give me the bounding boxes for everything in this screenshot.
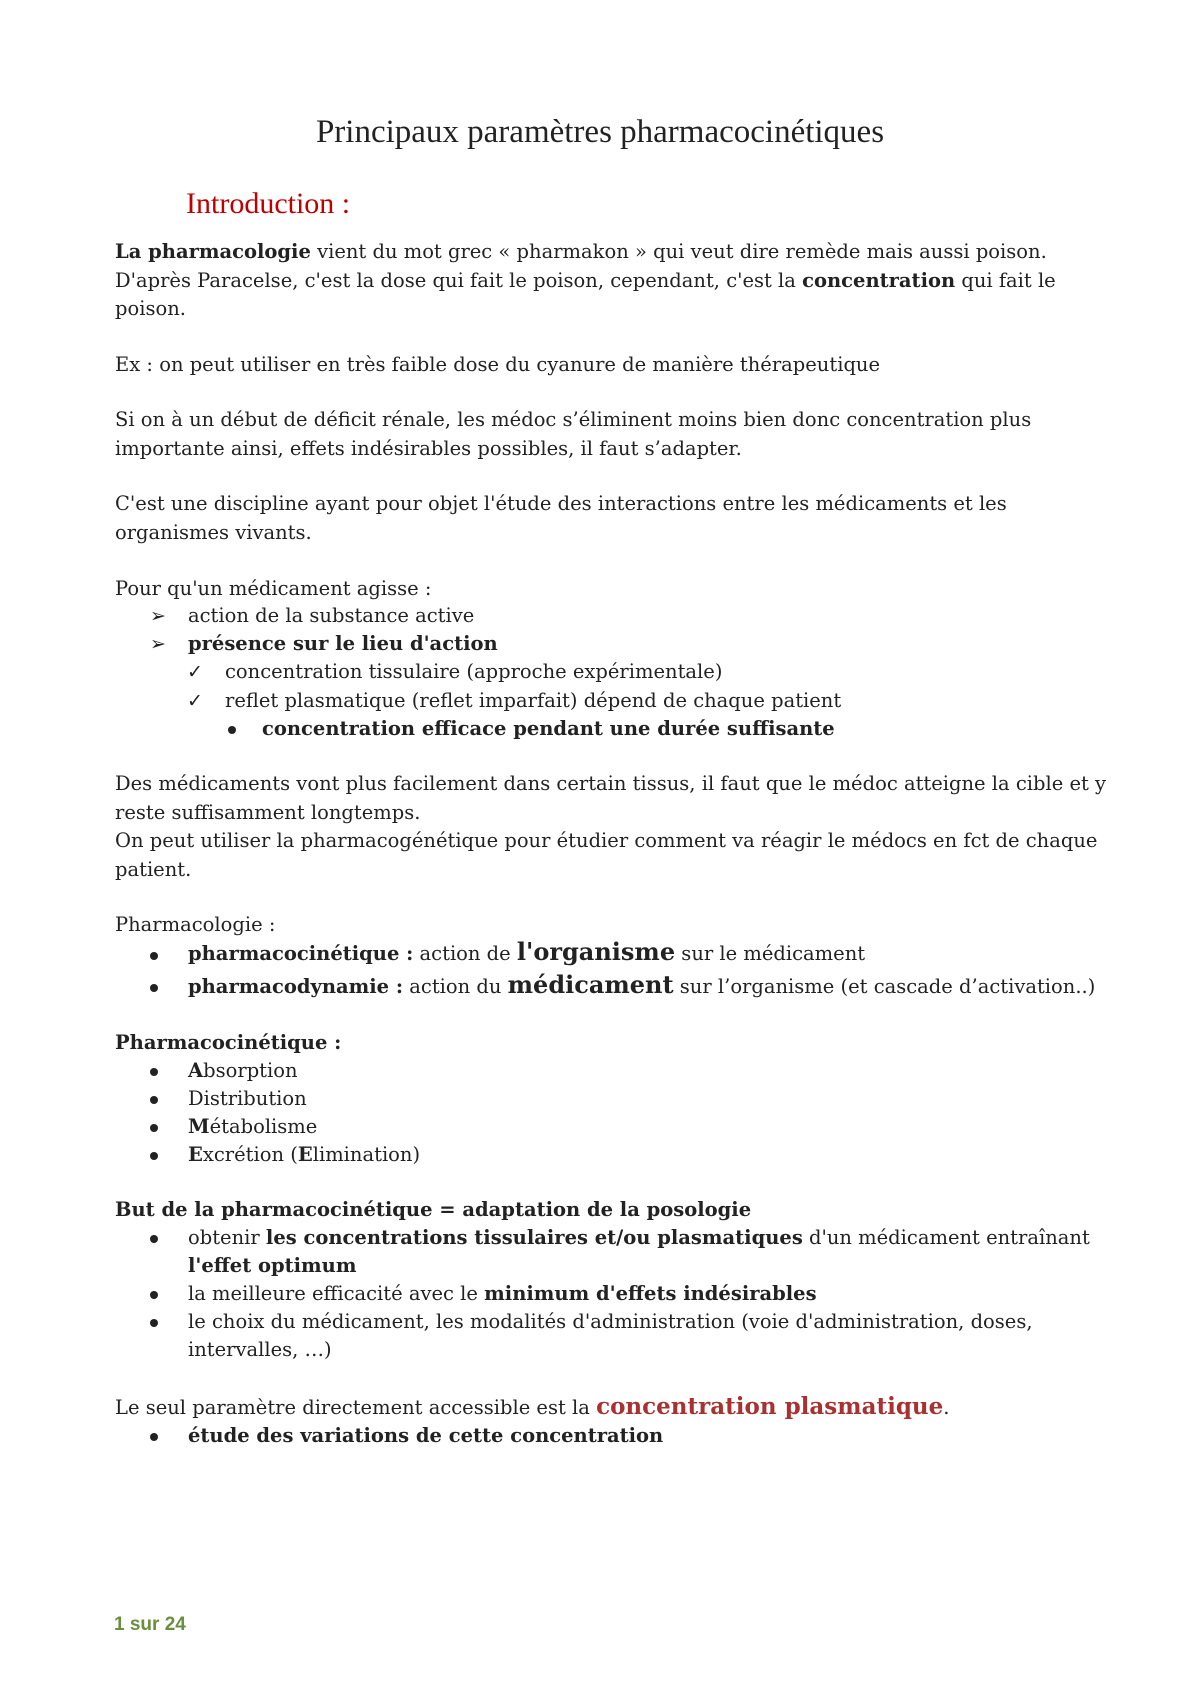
text-span: d'un médicament entraînant: [802, 1226, 1090, 1249]
bullet-icon: [150, 972, 158, 1002]
bullet-icon: [150, 1140, 158, 1170]
text-span: istribution: [203, 1087, 307, 1110]
text-span: Le seul paramètre directement accessible est la: [115, 1396, 597, 1419]
list-item: reflet plasmatique (reflet imparfait) dépend de chaque patient: [225, 689, 842, 712]
list-item: [188, 937, 865, 969]
list-item: concentration tissulaire (approche expérimentale): [225, 660, 723, 683]
paragraph-line: Ex : on peut utiliser en très faible dose du cyanure de manière thérapeutique: [115, 353, 881, 376]
text-span: limination): [312, 1143, 421, 1166]
bold-term: concentration: [802, 269, 956, 292]
paragraph-line: [115, 237, 1047, 267]
arrow-bullet-icon: ➢: [150, 605, 166, 627]
text-span: vient du mot grec « pharmakon » qui veut dire remède mais aussi poison.: [310, 240, 1047, 263]
paragraph-line: Des médicaments vont plus facilement dans certain tissus, il faut que le médoc atteigne la cible et y: [115, 772, 1107, 795]
text-span: bsorption: [203, 1059, 298, 1082]
list-item: [188, 1056, 298, 1086]
text-span: obtenir: [188, 1226, 266, 1249]
page-number: 1 sur 24: [114, 1614, 186, 1635]
paragraph-line: poison.: [115, 297, 186, 320]
section-heading-introduction: Introduction :: [186, 187, 351, 220]
initial-letter: E: [188, 1143, 203, 1166]
emphasis-term: médicament: [507, 970, 674, 999]
bold-term: pharmacodynamie :: [188, 975, 404, 998]
text-span: xcrétion (: [202, 1143, 298, 1166]
paragraph-line: importante ainsi, effets indésirables possibles, il faut s’adapter.: [115, 437, 742, 460]
text-span: la meilleure efficacité avec le: [188, 1282, 485, 1305]
text-span: .: [943, 1396, 950, 1419]
bullet-icon: [150, 1223, 158, 1253]
paragraph-line: But de la pharmacocinétique = adaptation de la posologie: [115, 1198, 752, 1221]
list-item: [188, 1112, 317, 1142]
paragraph-line: reste suffisamment longtemps.: [115, 801, 421, 824]
list-item-continuation: intervalles, …): [188, 1338, 332, 1361]
page-title: Principaux paramètres pharmacocinétiques: [315, 114, 885, 150]
text-span: action de: [413, 942, 517, 965]
list-item: présence sur le lieu d'action: [188, 632, 498, 655]
checkmark-bullet-icon: ✓: [187, 661, 203, 683]
paragraph-line: On peut utiliser la pharmacogénétique pour étudier comment va réagir le médocs en fct de chaque: [115, 829, 1098, 852]
paragraph-line: Si on à un début de déficit rénale, les médoc s’éliminent moins bien donc concentration plus: [115, 408, 1032, 431]
bold-term: La pharmacologie: [115, 240, 311, 263]
paragraph-line: C'est une discipline ayant pour objet l'étude des interactions entre les médicaments et les: [115, 492, 1007, 515]
list-item: [188, 970, 1095, 1002]
bullet-icon: [150, 940, 158, 970]
text-span: qui fait le: [955, 269, 1056, 292]
text-span: D'après Paracelse, c'est la dose qui fait le poison, cependant, c'est la: [115, 269, 803, 292]
initial-letter: A: [188, 1059, 204, 1082]
bullet-icon: [150, 1279, 158, 1309]
bold-term: les concentrations tissulaires et/ou plasmatiques: [265, 1226, 803, 1249]
text-span: sur le médicament: [675, 942, 866, 965]
bullet-icon: [150, 1084, 158, 1114]
initial-letter: M: [188, 1115, 210, 1138]
emphasis-term: l'organisme: [516, 937, 676, 966]
list-item-continuation: l'effet optimum: [188, 1254, 357, 1277]
paragraph-line: patient.: [115, 858, 192, 881]
checkmark-bullet-icon: ✓: [187, 690, 203, 712]
list-item: [188, 1140, 420, 1170]
initial-letter: D: [188, 1087, 204, 1110]
paragraph-line: Pharmacocinétique :: [115, 1031, 342, 1054]
list-item: [188, 1279, 817, 1309]
list-item: action de la substance active: [188, 604, 475, 627]
bullet-icon: [150, 1307, 158, 1337]
list-item: le choix du médicament, les modalités d'administration (voie d'administration, doses,: [188, 1310, 1033, 1333]
paragraph-line: Pour qu'un médicament agisse :: [115, 577, 432, 600]
highlight-term: concentration plasmatique: [596, 1393, 944, 1420]
paragraph-line: organismes vivants.: [115, 521, 312, 544]
arrow-bullet-icon: ➢: [150, 633, 166, 655]
paragraph-line: [115, 266, 1056, 296]
bullet-icon: [228, 714, 236, 744]
bold-term: pharmacocinétique :: [188, 942, 414, 965]
list-item: étude des variations de cette concentration: [188, 1424, 664, 1447]
bold-term: minimum d'effets indésirables: [484, 1282, 817, 1305]
paragraph-line: [115, 1392, 950, 1423]
bullet-icon: [150, 1056, 158, 1086]
text-span: sur l’organisme (et cascade d’activation..): [673, 975, 1096, 998]
text-span: étabolisme: [209, 1115, 318, 1138]
list-item: concentration efficace pendant une durée suffisante: [262, 717, 835, 740]
bullet-icon: [150, 1421, 158, 1451]
text-span: action du: [403, 975, 508, 998]
list-item: [188, 1084, 307, 1114]
initial-letter: E: [297, 1143, 313, 1166]
bullet-icon: [150, 1112, 158, 1142]
list-item: [188, 1223, 1090, 1253]
paragraph-line: Pharmacologie :: [115, 913, 276, 936]
